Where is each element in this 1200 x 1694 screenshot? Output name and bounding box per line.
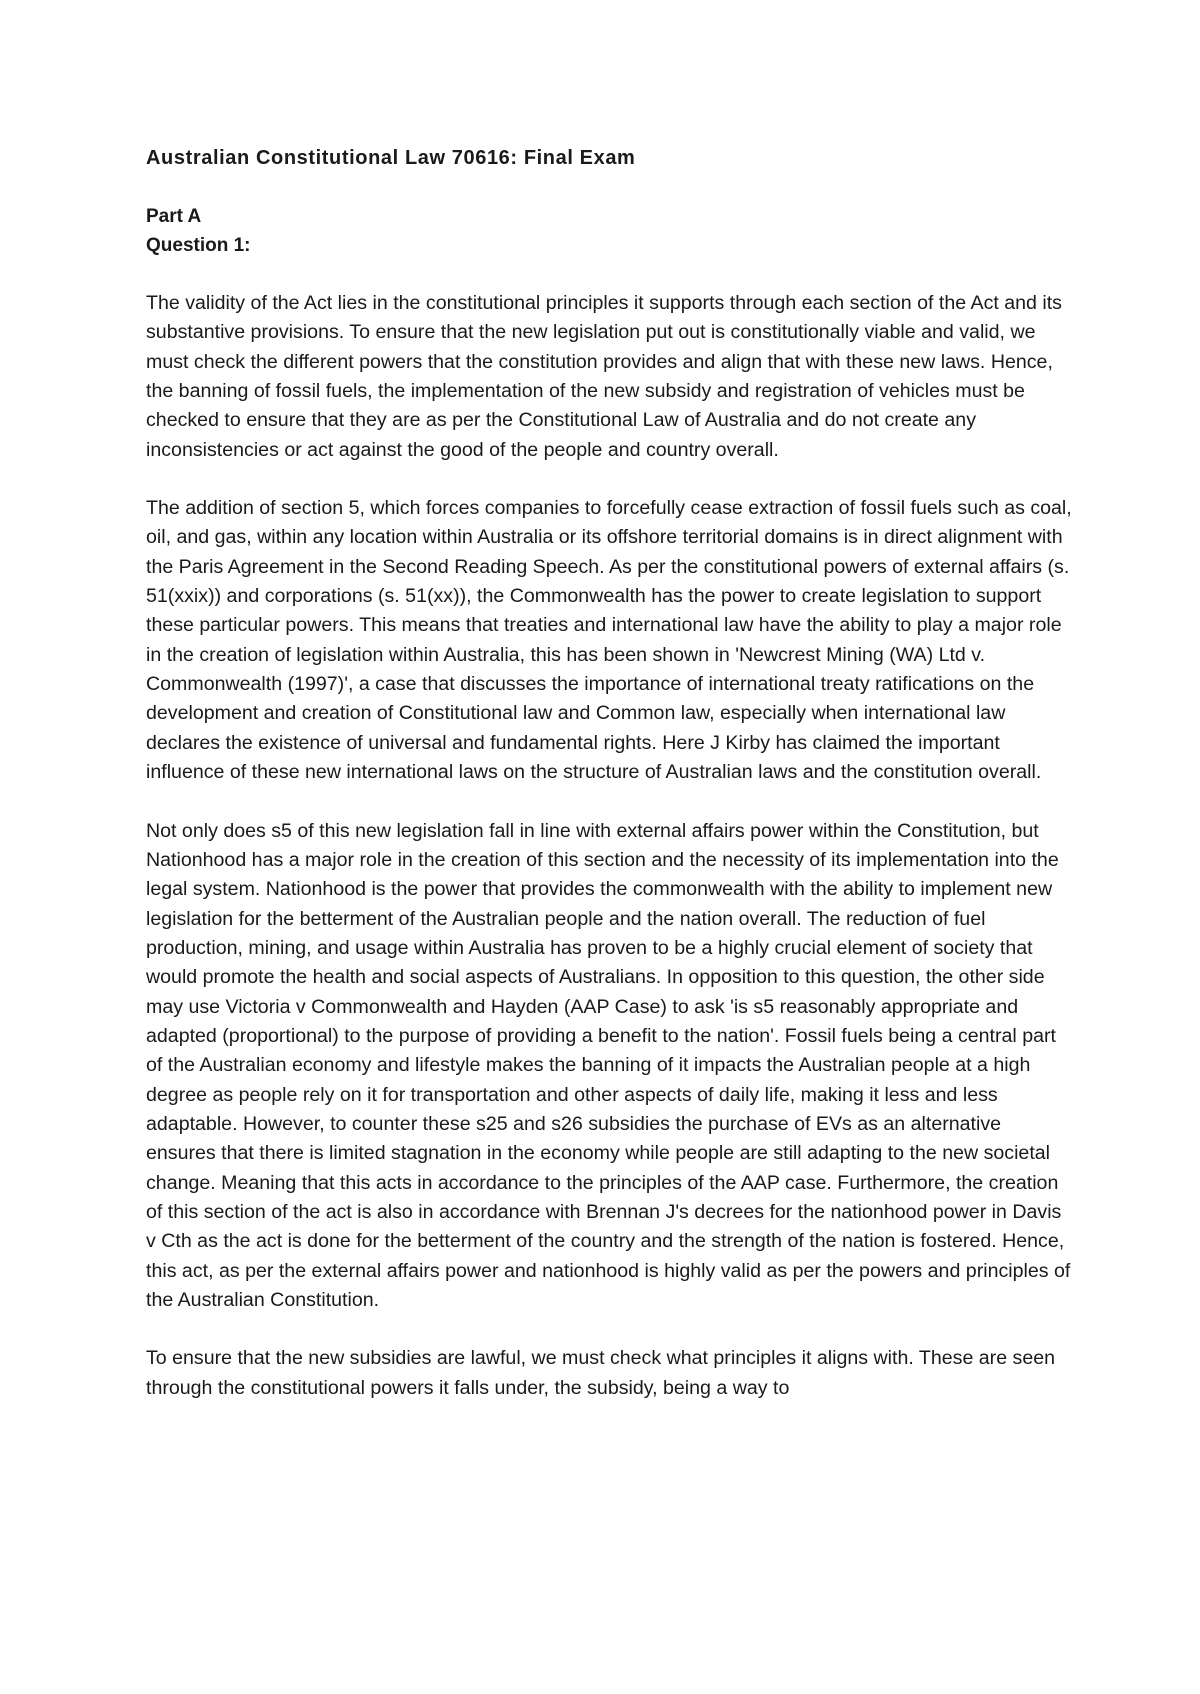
paragraph-1: The validity of the Act lies in the constitutional principles it supports through each section of the Act and its substantive provisions. To ensure that the new legislation put out is constitutionally viable and valid, we must check the different powers that the constitution provides and align that with these new laws. Hence, the banning of fossil fuels, the implementation of the new subsidy and registration of vehicles must be checked to ensure that they are as per the Constitutional Law of Australia and do not create any inconsistencies or act against the good of the people and country overall.: [146, 292, 1062, 461]
paragraph-3: Not only does s5 of this new legislation fall in line with external affairs power within the Constitution, but Nationhood has a major role in the creation of this section and the necessity of its implementation into the legal system. Nationhood is the power that provides the commonwealth with the ability to implement new legislation for the betterment of the Australian people and the nation overall. The reduction of fuel production, mining, and usage within Australia has proven to be a highly crucial element of society that would promote the health and social aspects of Australians. In opposition to this question, the other side may use Victoria v Commonwealth and Hayden (AAP Case) to ask 'is s5 reasonably appropriate and adapted (proportional) to the purpose of providing a benefit to the nation'. Fossil fuels being a central part of the Australian economy and lifestyle makes the banning of it impacts the Australian people at a high degree as people rely on it for transportation and other aspects of daily life, making it less and less adaptable. However, to counter these s25 and s26 subsidies the purchase of EVs as an alternative ensures that there is limited stagnation in the economy while people are still adapting to the new societal change. Meaning that this acts in accordance to the principles of the AAP case. Furthermore, the creation of this section of the act is also in accordance with Brennan J's decrees for the nationhood power in Davis v Cth as the act is done for the betterment of the country and the strength of the nation is fostered. Hence, this act, as per the external affairs power and nationhood is highly valid as per the powers and principles of the Australian Constitution.: [146, 819, 1071, 1311]
question-heading: Question 1:: [146, 235, 251, 256]
part-heading: Part A: [146, 206, 202, 227]
document-title: Australian Constitutional Law 70616: Final Exam: [146, 147, 636, 169]
document-page: [146, 144, 1076, 1403]
paragraph-2: The addition of section 5, which forces companies to forcefully cease extraction of fossil fuels such as coal, oil, and gas, within any location within Australia or its offshore territorial domains is in direct alignment with the Paris Agreement in the Second Reading Speech. As per the constitutional powers of external affairs (s. 51(xxix)) and corporations (s. 51(xx)), the Commonwealth has the power to create legislation to support these particular powers. This means that treaties and international law have the ability to play a major role in the creation of legislation within Australia, this has been shown in 'Newcrest Mining (WA) Ltd v. Commonwealth (1997)', a case that discusses the importance of international treaty ratifications on the development and creation of Constitutional law and Common law, especially when international law declares the existence of universal and fundamental rights. Here J Kirby has claimed the important influence of these new international laws on the structure of Australian laws and the constitution overall.: [146, 497, 1072, 784]
paragraph-4: To ensure that the new subsidies are lawful, we must check what principles it aligns with. These are seen through the constitutional powers it falls under, the subsidy, being a way to: [146, 1347, 1056, 1399]
